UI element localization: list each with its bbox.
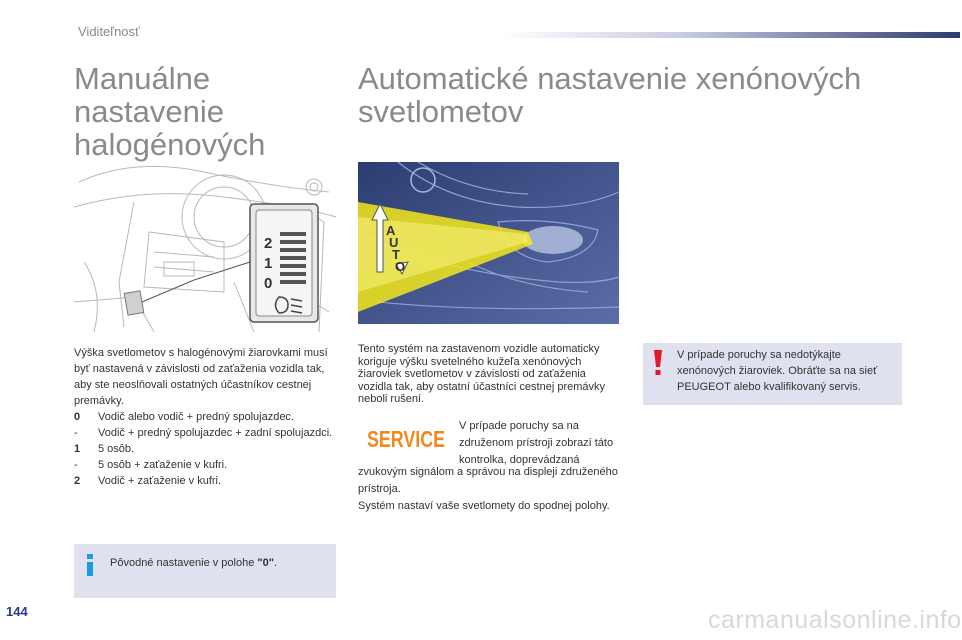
- list-item-text: Vodič alebo vodič + predný spolujazdec.: [98, 411, 294, 423]
- right-intro: Tento systém na zastavenom vozidle automaticky koriguje výšku svetelného kužeľa xenónových žiaroviek svetlometov v závislosti od zaťaženia vozidla tak, aby ostatní účastníci cestnej premávky neboli rušení.: [358, 343, 606, 405]
- warning-text: V prípade poruchy sa nedotýkajte xenónových žiaroviek. Obráťte sa na sieť PEUGEOT alebo kvalifikovaný servis.: [677, 349, 878, 393]
- fault-text-1: V prípade poruchy sa na združenom prístroji zobrazí táto kontrolka, doprevádzaná: [459, 420, 614, 466]
- section-title: Viditeľnosť: [78, 24, 140, 39]
- info-text-value: "0": [257, 557, 274, 569]
- car-headlamp-illustration: [358, 162, 619, 324]
- list-item: [74, 441, 342, 457]
- dial-label-1: 1: [264, 255, 273, 272]
- info-text-end: .: [273, 557, 278, 569]
- fault-text-2: zvukovým signálom a správou na displeji združeného prístroja.: [358, 466, 618, 495]
- dial-label-2: 2: [264, 235, 273, 252]
- list-item-key: 2: [74, 475, 81, 487]
- service-warning-icon: [366, 423, 446, 453]
- right-heading: Automatické nastavenie xenónových svetlometov: [358, 61, 862, 129]
- info-icon: [86, 554, 94, 576]
- header-bar: [500, 32, 960, 38]
- list-item: [74, 409, 342, 425]
- list-item-key: -: [74, 427, 78, 439]
- info-text: [110, 555, 330, 571]
- list-item: [74, 473, 342, 489]
- list-item-key: 0: [74, 411, 81, 423]
- left-intro: Výška svetlometov s halogénovými žiarovkami musí byť nastavená v závislosti od zaťaženia vozidla tak, aby ste neoslňovali ostatných účastníkov cestnej premávky.: [74, 347, 328, 407]
- dial-label-0: 0: [264, 275, 273, 292]
- left-heading: Manuálne nastavenie halogénových: [74, 61, 266, 162]
- left-body: [74, 345, 342, 489]
- auto-letter-o: O: [395, 259, 406, 274]
- info-box: [74, 544, 336, 598]
- auto-letter-u: U: [389, 235, 399, 250]
- list-item-text: 5 osôb + zaťaženie v kufri.: [98, 459, 228, 471]
- dashboard-illustration: [74, 162, 336, 334]
- list-item-text: Vodič + zaťaženie v kufri.: [98, 475, 222, 487]
- list-item-key: -: [74, 459, 78, 471]
- page-number: 144: [6, 604, 28, 619]
- exclamation-icon: [653, 350, 663, 376]
- list-item: [74, 457, 342, 473]
- info-text-main: Pôvodné nastavenie v polohe: [110, 557, 258, 569]
- fault-text-3: Systém nastaví vaše svetlomety do spodnej polohy.: [358, 500, 610, 512]
- auto-letter-t: T: [392, 247, 400, 262]
- list-item-text: Vodič + predný spolujazdec + zadní spolujazdci.: [98, 427, 333, 439]
- watermark: carmanualsonline.info: [708, 606, 962, 634]
- service-label: SERVICE: [367, 426, 445, 452]
- auto-letter-a: A: [386, 223, 396, 238]
- list-item: [74, 425, 342, 441]
- list-item-key: 1: [74, 443, 81, 455]
- list-item-text: 5 osôb.: [98, 443, 135, 455]
